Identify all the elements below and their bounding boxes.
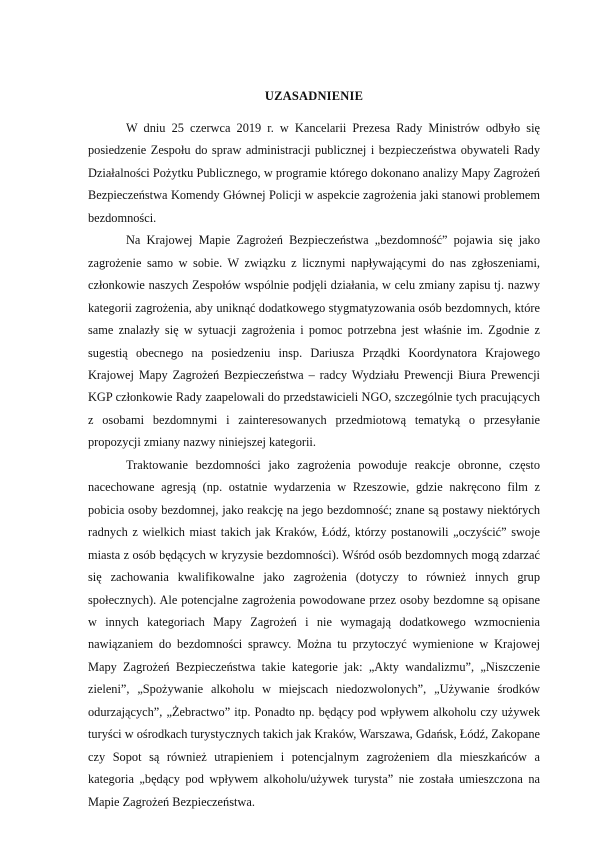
paragraph-3: Traktowanie bezdomności jako zagrożenia powoduje reakcje obronne, często nacechowane agresją (np. ostatnie wydarzenia w Rzeszowie, gdzie nakręcono film z pobicia osoby bezdomnej, jako reakcję na jego bezdomność; znane są postawy niektórych radnych z wielkich miast takich jak Kraków, Łódź, którzy postanowili „oczyścić” swoje miasta z osób będących w kryzysie bezdomności). Wśród osób bezdomnych mogą zdarzać się zachowania kwalifikowalne jako zagrożenia (dotyczy to również innych grup społecznych). Ale potencjalne zagrożenia powodowane przez osoby bezdomne są opisane w innych kategoriach Mapy Zagrożeń i nie wymagają dodatkowego wzmocnienia nawiązaniem do bezdomności sprawcy. Można tu przytoczyć wymienione w Krajowej Mapy Zagrożeń Bezpieczeństwa takie kategorie jak: „Akty wandalizmu”, „Niszczenie zieleni”, „Spożywanie alkoholu w miejscach niedozwolonych”, „Używanie środków odurzających”, „Żebractwo” itp. Ponadto np. będący pod wpływem alkoholu czy używek turyści w ośrodkach turystycznych takich jak Kraków, Warszawa, Gdańsk, Łódź, Zakopane czy Sopot są również utrapieniem i potencjalnym zagrożeniem dla mieszkańców a kategoria „będący pod wpływem alkoholu/używek turysta” nie została umieszczona na Mapie Zagrożeń Bezpieczeństwa. — [88, 457, 540, 809]
document-body — [88, 88, 540, 813]
paragraph-1: W dniu 25 czerwca 2019 r. w Kancelarii Prezesa Rady Ministrów odbyło się posiedzenie Zespołu do spraw administracji publicznej i bezpieczeństwa obywateli Rady Działalności Pożytku Publicznego, w programie którego dokonano analizy Mapy Zagrożeń Bezpieczeństwa Komendy Głównej Policji w aspekcie zagrożenia jaki stanowi problemem bezdomności. — [88, 121, 540, 225]
paragraph-2: Na Krajowej Mapie Zagrożeń Bezpieczeństwa „bezdomność” pojawia się jako zagrożenie samo w sobie. W związku z licznymi napływającymi do nas zgłoszeniami, członkowie naszych Zespołów wspólnie podjęli działania, w celu zmiany zapisu tj. nazwy kategorii zagrożenia, aby uniknąć dodatkowego stygmatyzowania osób bezdomnych, które same znalazły się w sytuacji zagrożenia i pomoc potrzebna jest właśnie im. Zgodnie z sugestią obecnego na posiedzeniu insp. Dariusza Prządki Koordynatora Krajowego Krajowej Mapy Zagrożeń Bezpieczeństwa – radcy Wydziału Prewencji Biura Prewencji KGP członkowie Rady zaapelowali do przedstawicieli NGO, szczególnie tych pracujących z osobami bezdomnymi i zainteresowanych przedmiotową tematyką o przesyłanie propozycji zmiany nazwy niniejszej kategorii. — [88, 233, 540, 450]
document-title: UZASADNIENIE — [264, 89, 364, 103]
